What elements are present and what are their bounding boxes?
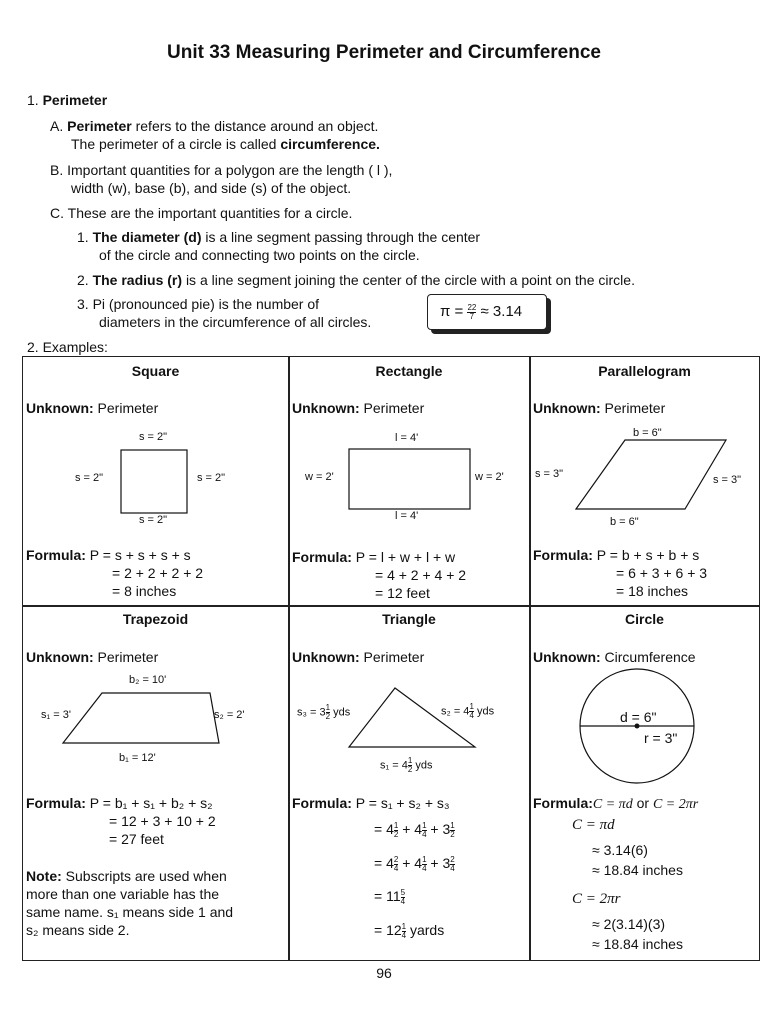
unit: yds bbox=[333, 706, 351, 719]
unknown-row bbox=[292, 649, 424, 666]
item-a bbox=[50, 118, 378, 135]
term: Perimeter bbox=[67, 118, 132, 134]
unknown-value: Perimeter bbox=[97, 400, 159, 416]
formula-label: Formula: bbox=[26, 795, 86, 811]
text: Important quantities for a polygon are the length ( l ), bbox=[67, 162, 393, 178]
denominator: 4 bbox=[469, 711, 474, 720]
numerator: 1 bbox=[469, 702, 474, 711]
radius-label: r = 3" bbox=[644, 730, 678, 746]
unknown-row bbox=[26, 649, 158, 666]
formula-step: ≈ 3.14(6) bbox=[592, 842, 648, 858]
side-label: s₁ = 3' bbox=[41, 709, 71, 721]
formula-step: = 12 feet bbox=[375, 585, 430, 601]
cell-title: Trapezoid bbox=[122, 611, 189, 627]
numerator: 1 bbox=[450, 820, 455, 830]
side-label: w = 2' bbox=[475, 471, 504, 483]
item-c1 bbox=[77, 229, 480, 246]
side-label: s = 2" bbox=[139, 431, 168, 443]
cell-title: Rectangle bbox=[375, 363, 443, 379]
formula-label: Formula: bbox=[533, 547, 593, 563]
unit: yards bbox=[409, 922, 445, 938]
pi-box bbox=[427, 294, 547, 330]
cell-title: Circle bbox=[625, 611, 664, 627]
fraction bbox=[422, 822, 426, 839]
formula: P = l + w + l + w bbox=[355, 549, 456, 565]
item-c3 bbox=[77, 296, 319, 313]
term: The radius (r) bbox=[92, 272, 183, 288]
note-text: Subscripts are used when bbox=[65, 868, 227, 884]
formula-step: C = 2πr bbox=[572, 891, 621, 907]
term: circumference. bbox=[280, 136, 380, 152]
definition: refers to the distance around an object. bbox=[135, 118, 379, 134]
formula: C = 2πr bbox=[652, 797, 699, 812]
fraction bbox=[394, 822, 398, 839]
unknown-label: Unknown: bbox=[533, 400, 601, 416]
formula-row bbox=[292, 549, 455, 566]
unknown-label: Unknown: bbox=[26, 400, 94, 416]
numerator: 1 bbox=[422, 820, 427, 830]
side-label: l = 4' bbox=[395, 432, 419, 444]
text: The perimeter of a circle is called bbox=[71, 136, 277, 152]
side-label: b = 6" bbox=[633, 427, 662, 439]
side-label: b₂ = 10' bbox=[129, 674, 167, 686]
denominator: 4 bbox=[422, 863, 427, 873]
parallelogram-shape bbox=[576, 440, 726, 509]
unknown-value: Perimeter bbox=[363, 649, 425, 665]
fraction bbox=[326, 704, 330, 721]
unknown-row bbox=[26, 400, 158, 417]
formula-label: Formula: bbox=[26, 547, 86, 563]
formula: P = b₁ + s₁ + b₂ + s₂ bbox=[89, 795, 213, 811]
denominator: 2 bbox=[325, 712, 331, 721]
fraction bbox=[450, 822, 454, 839]
formula-step: = 2 + 2 + 2 + 2 bbox=[112, 565, 204, 581]
rectangle-shape bbox=[349, 449, 470, 509]
formula-row bbox=[533, 795, 698, 813]
item-label: B. bbox=[50, 162, 64, 178]
step-text: = 12 bbox=[374, 922, 402, 938]
step-text: + 3 bbox=[430, 855, 451, 871]
formula: P = b + s + b + s bbox=[596, 547, 700, 563]
denominator: 4 bbox=[422, 829, 427, 839]
item-number: 3. bbox=[77, 296, 89, 312]
unknown-row bbox=[533, 400, 665, 417]
fraction bbox=[450, 856, 454, 873]
numerator: 1 bbox=[422, 854, 427, 864]
fraction bbox=[422, 856, 426, 873]
formula-step bbox=[374, 922, 444, 940]
section-1-heading bbox=[27, 92, 107, 109]
side-label: s₂ = 2' bbox=[214, 709, 245, 721]
item-label: A. bbox=[50, 118, 64, 134]
parallelogram-diagram bbox=[530, 427, 759, 547]
side-label: b = 6" bbox=[610, 516, 639, 528]
term: The diameter (d) bbox=[92, 229, 202, 245]
examples-table bbox=[22, 356, 760, 961]
section-2-heading: 2. Examples: bbox=[27, 339, 108, 355]
step-text: = 4 bbox=[374, 821, 394, 837]
text: These are the important quantities for a circle. bbox=[67, 205, 353, 221]
side-label: b₁ = 12' bbox=[119, 752, 156, 764]
cell-title: Square bbox=[131, 363, 180, 379]
text: is a line segment joining the center of the circle with a point on the circle. bbox=[185, 272, 635, 288]
triangle-cell bbox=[289, 606, 529, 960]
denominator: 7 bbox=[469, 311, 475, 321]
side-label bbox=[297, 704, 350, 721]
formula-label: Formula: bbox=[292, 549, 352, 565]
step-text: + 4 bbox=[402, 855, 423, 871]
step-text: + 4 bbox=[402, 821, 423, 837]
formula-row bbox=[26, 795, 213, 812]
side-label: s = 2" bbox=[139, 514, 168, 526]
note-line: more than one variable has the bbox=[26, 886, 220, 902]
item-number: 2. bbox=[77, 272, 89, 288]
unit: yds bbox=[476, 705, 495, 718]
pi-value bbox=[440, 303, 522, 321]
fraction bbox=[402, 923, 406, 940]
unknown-row bbox=[533, 649, 696, 666]
formula: P = s + s + s + s bbox=[89, 547, 191, 563]
denominator: 4 bbox=[450, 863, 455, 873]
formula-step: = 8 inches bbox=[112, 583, 177, 599]
denominator: 4 bbox=[401, 930, 407, 940]
fraction bbox=[401, 889, 405, 906]
diameter-label: d = 6" bbox=[620, 709, 657, 725]
unknown-value: Perimeter bbox=[97, 649, 159, 665]
formula-step: = 6 + 3 + 6 + 3 bbox=[616, 565, 708, 581]
side-label: l = 4' bbox=[395, 510, 419, 522]
step-text: + 3 bbox=[430, 821, 451, 837]
denominator: 2 bbox=[407, 765, 413, 774]
numerator: 5 bbox=[400, 887, 406, 897]
text: is a line segment passing through the center bbox=[205, 229, 481, 245]
denominator: 4 bbox=[393, 863, 399, 873]
unknown-label: Unknown: bbox=[533, 649, 601, 665]
unknown-value: Circumference bbox=[604, 649, 696, 665]
formula-label: Formula: bbox=[533, 795, 593, 811]
trapezoid-shape bbox=[63, 693, 219, 743]
item-c1-line2: of the circle and connecting two points on the circle. bbox=[99, 247, 420, 263]
formula-label: Formula: bbox=[292, 795, 352, 811]
triangle-diagram bbox=[289, 676, 529, 796]
label-text: s₃ = 3 bbox=[297, 706, 326, 719]
note-line: s₂ means side 2. bbox=[26, 922, 130, 938]
side-label bbox=[441, 703, 494, 720]
unknown-value: Perimeter bbox=[604, 400, 666, 416]
note-line: same name. s₁ means side 1 and bbox=[26, 904, 234, 920]
unknown-label: Unknown: bbox=[292, 649, 360, 665]
item-b-line2: width (w), base (b), and side (s) of the object. bbox=[71, 180, 352, 196]
side-label: s = 2" bbox=[75, 472, 104, 484]
square-shape bbox=[121, 450, 187, 513]
formula-step: = 27 feet bbox=[109, 831, 164, 847]
item-a-line2 bbox=[71, 136, 380, 153]
item-c3-line2: diameters in the circumference of all circles. bbox=[99, 314, 372, 330]
formula-row bbox=[292, 795, 450, 812]
step-text: = 4 bbox=[374, 855, 394, 871]
formula-step: = 18 inches bbox=[616, 583, 688, 599]
section-number: 1. bbox=[27, 92, 39, 108]
trapezoid-diagram bbox=[23, 676, 288, 796]
numerator: 1 bbox=[401, 921, 407, 931]
item-b bbox=[50, 162, 392, 179]
formula-step: = 4 + 2 + 4 + 2 bbox=[375, 567, 467, 583]
page-number: 96 bbox=[376, 965, 392, 981]
denominator: 2 bbox=[450, 829, 455, 839]
denominator: 2 bbox=[393, 829, 399, 839]
fraction bbox=[408, 757, 412, 774]
unknown-row bbox=[292, 400, 424, 417]
page-title: Unit 33 Measuring Perimeter and Circumference bbox=[167, 42, 601, 63]
numerator: 22 bbox=[467, 302, 477, 312]
formula-step: C = πd bbox=[572, 817, 615, 833]
numerator: 1 bbox=[325, 703, 331, 712]
fraction bbox=[469, 703, 473, 720]
cell-title: Parallelogram bbox=[598, 363, 691, 379]
formula-step: ≈ 18.84 inches bbox=[592, 936, 683, 952]
numerator: 1 bbox=[393, 820, 399, 830]
formula: P = s₁ + s₂ + s₃ bbox=[355, 795, 450, 811]
formula-step: ≈ 18.84 inches bbox=[592, 862, 683, 878]
numerator: 2 bbox=[393, 854, 399, 864]
item-c bbox=[50, 205, 352, 222]
fraction bbox=[467, 304, 476, 321]
square-diagram bbox=[23, 427, 288, 547]
side-label: s = 3" bbox=[535, 468, 564, 480]
numerator: 1 bbox=[407, 756, 413, 765]
label-text: s₁ = 4 bbox=[380, 759, 408, 772]
fraction bbox=[394, 856, 398, 873]
section-heading-text: Perimeter bbox=[42, 92, 108, 108]
step-text: = 11 bbox=[374, 888, 401, 904]
side-label: s = 2" bbox=[197, 472, 226, 484]
side-label bbox=[380, 757, 433, 774]
side-label: w = 2' bbox=[305, 471, 334, 483]
unknown-label: Unknown: bbox=[292, 400, 360, 416]
square-cell bbox=[23, 357, 288, 605]
item-number: 1. bbox=[77, 229, 89, 245]
unknown-value: Perimeter bbox=[363, 400, 425, 416]
item-label: C. bbox=[50, 205, 64, 221]
formula-step bbox=[374, 821, 455, 839]
side-label: s = 3" bbox=[713, 474, 742, 486]
formula-row bbox=[533, 547, 699, 564]
item-c2 bbox=[77, 272, 635, 289]
trapezoid-cell bbox=[23, 606, 288, 960]
pi-left: π = bbox=[440, 303, 464, 320]
note-label: Note: bbox=[26, 868, 62, 884]
unknown-label: Unknown: bbox=[26, 649, 94, 665]
formula-row bbox=[26, 547, 191, 564]
text: Pi (pronounced pie) is the number of bbox=[92, 296, 320, 312]
formula-step bbox=[374, 888, 405, 906]
label-text: s₂ = 4 bbox=[441, 705, 470, 718]
rectangle-cell bbox=[289, 357, 529, 605]
note-line bbox=[26, 868, 227, 885]
formula-step bbox=[374, 855, 455, 873]
cell-title: Triangle bbox=[382, 611, 436, 627]
pi-approx: ≈ 3.14 bbox=[480, 303, 523, 320]
or-text: or bbox=[636, 795, 650, 811]
parallelogram-cell bbox=[530, 357, 759, 605]
unit: yds bbox=[415, 759, 433, 772]
formula: C = πd bbox=[592, 797, 633, 812]
denominator: 4 bbox=[400, 896, 406, 906]
formula-step: = 12 + 3 + 10 + 2 bbox=[109, 813, 216, 829]
circle-cell bbox=[530, 606, 759, 960]
numerator: 2 bbox=[450, 854, 455, 864]
formula-step: ≈ 2(3.14)(3) bbox=[592, 916, 666, 932]
rectangle-diagram bbox=[289, 427, 529, 547]
